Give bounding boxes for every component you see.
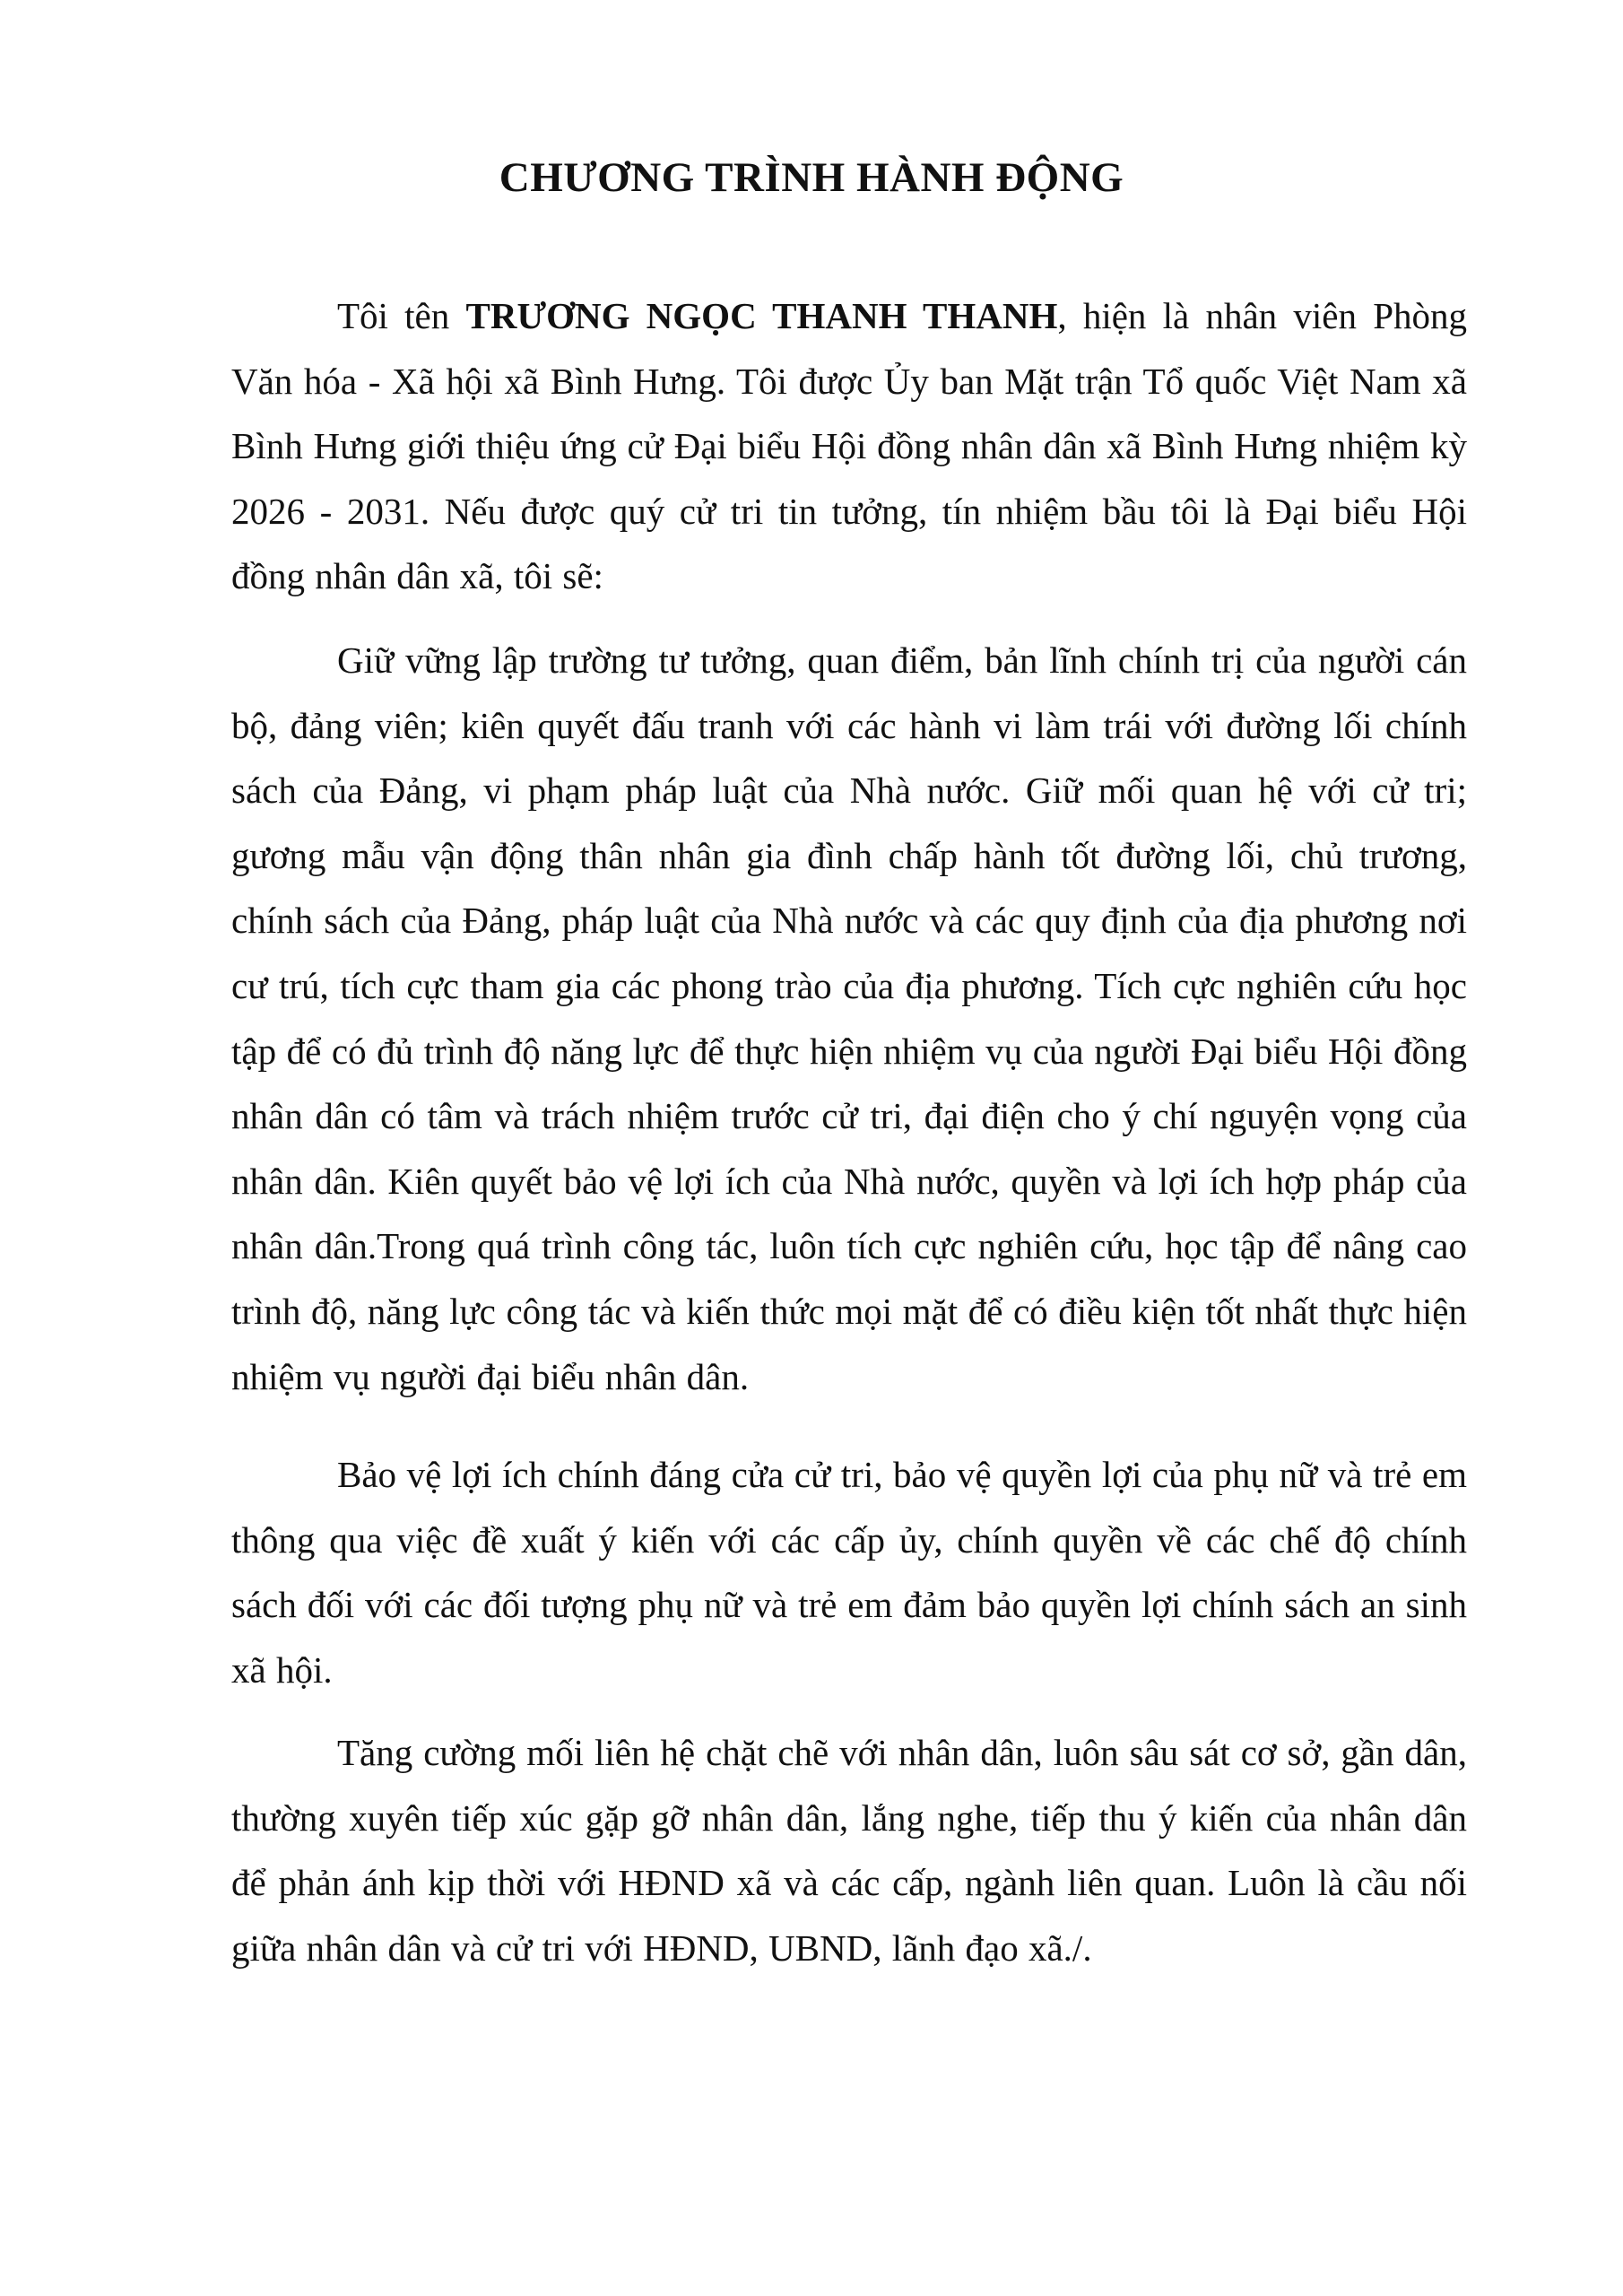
document-title: CHƯƠNG TRÌNH HÀNH ĐỘNG bbox=[499, 154, 1124, 201]
commitment-paragraph-voter-rights: Bảo vệ lợi ích chính đáng cửa cử tri, bảo vệ quyền lợi của phụ nữ và trẻ em thông qua việc đề xuất ý kiến với các cấp ủy, chính quyền về các chế độ chính sách đối với các đối tượng phụ nữ và trẻ em đảm bảo quyền lợi chính sách an sinh xã hội. bbox=[231, 1454, 1467, 1691]
intro-body-text: , hiện là nhân viên Phòng Văn hóa - Xã hội xã Bình Hưng. Tôi được Ủy ban Mặt trận Tổ quốc Việt Nam xã Bình Hưng giới thiệu ứng cử Đại biểu Hội đồng nhân dân xã Bình Hưng nhiệm kỳ 2026 - 2031. Nếu được quý cử tri tin tưởng, tín nhiệm bầu tôi là Đại biểu Hội đồng nhân dân xã, tôi sẽ: bbox=[231, 295, 1467, 597]
candidate-name: TRƯƠNG NGỌC THANH THANH bbox=[465, 295, 1058, 336]
intro-lead-text: Tôi tên bbox=[337, 295, 466, 336]
commitment-paragraph-people-connection: Tăng cường mối liên hệ chặt chẽ với nhân dân, luôn sâu sát cơ sở, gần dân, thường xuyên tiếp xúc gặp gỡ nhân dân, lắng nghe, tiếp thu ý kiến của nhân dân để phản ánh kịp thời với HĐND xã và các cấp, ngành liên quan. Luôn là cầu nối giữa nhân dân và cử tri với HĐND, UBND, lãnh đạo xã./. bbox=[231, 1732, 1467, 1969]
intro-paragraph bbox=[231, 283, 1467, 609]
commitment-paragraph-political: Giữ vững lập trường tư tưởng, quan điểm, bản lĩnh chính trị của người cán bộ, đảng viên; kiên quyết đấu tranh với các hành vi làm trái với đường lối chính sách của Đảng, vi phạm pháp luật của Nhà nước. Giữ mối quan hệ với cử tri; gương mẫu vận động thân nhân gia đình chấp hành tốt đường lối, chủ trương, chính sách của Đảng, pháp luật của Nhà nước và các quy định của địa phương nơi cư trú, tích cực tham gia các phong trào của địa phương. Tích cực nghiên cứu học tập để có đủ trình độ năng lực để thực hiện nhiệm vụ của người Đại biểu Hội đồng nhân dân có tâm và trách nhiệm trước cử tri, đại điện cho ý chí nguyện vọng của nhân dân. Kiên quyết bảo vệ lợi ích của Nhà nước, quyền và lợi ích hợp pháp của nhân dân.Trong quá trình công tác, luôn tích cực nghiên cứu, học tập để nâng cao trình độ, năng lực công tác và kiến thức mọi mặt để có điều kiện tốt nhất thực hiện nhiệm vụ người đại biểu nhân dân. bbox=[231, 639, 1467, 1397]
